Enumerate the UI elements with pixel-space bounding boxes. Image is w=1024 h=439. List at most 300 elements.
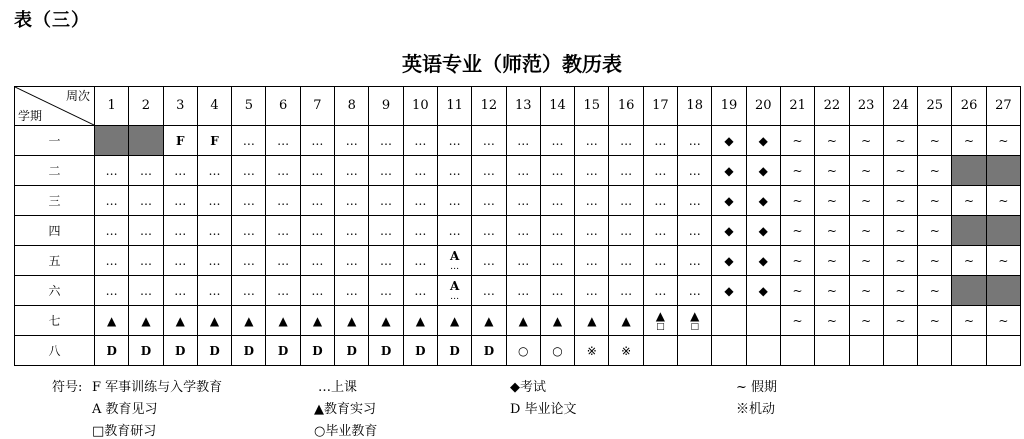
schedule-cell <box>540 336 574 366</box>
cell-symbol: ▲ <box>655 308 666 323</box>
cell-symbol: D <box>243 343 255 358</box>
shaded-cell <box>95 126 129 156</box>
cell-symbol: … <box>688 193 701 208</box>
cell-symbol: ~ <box>929 313 940 328</box>
week-header-12: 12 <box>472 87 506 126</box>
week-header-17: 17 <box>643 87 677 126</box>
term-label: 五 <box>15 246 95 276</box>
schedule-cell <box>746 306 780 336</box>
week-header-23: 23 <box>849 87 883 126</box>
cell-symbol: ◆ <box>724 163 734 178</box>
cell-symbol: … <box>208 253 221 268</box>
cell-symbol: ◆ <box>758 223 768 238</box>
schedule-cell <box>540 216 574 246</box>
cell-symbol: ◆ <box>758 133 768 148</box>
schedule-cell <box>335 216 369 246</box>
schedule-cell <box>883 156 917 186</box>
cell-symbol: ◆ <box>758 163 768 178</box>
cell-symbol: ~ <box>826 223 837 238</box>
schedule-cell <box>678 186 712 216</box>
schedule-cell <box>197 336 231 366</box>
cell-symbol: ~ <box>964 133 975 148</box>
schedule-cell <box>266 276 300 306</box>
schedule-cell <box>609 126 643 156</box>
schedule-cell <box>712 336 746 366</box>
schedule-cell <box>163 246 197 276</box>
week-header-16: 16 <box>609 87 643 126</box>
schedule-cell <box>883 126 917 156</box>
schedule-cell <box>575 126 609 156</box>
cell-symbol: ◆ <box>724 193 734 208</box>
schedule-cell <box>712 306 746 336</box>
cell-symbol: … <box>311 223 324 238</box>
schedule-cell <box>643 246 677 276</box>
week-header-26: 26 <box>952 87 986 126</box>
cell-symbol: … <box>345 223 358 238</box>
schedule-cell <box>780 246 814 276</box>
cell-symbol: … <box>654 163 667 178</box>
schedule-cell <box>95 336 129 366</box>
cell-symbol: ~ <box>826 163 837 178</box>
schedule-cell <box>506 276 540 306</box>
schedule-cell <box>232 276 266 306</box>
week-header-4: 4 <box>197 87 231 126</box>
cell-symbol: ~ <box>792 193 803 208</box>
legend-vacation: ~ 假期 <box>736 380 778 395</box>
schedule-cell <box>266 336 300 366</box>
term-label: 三 <box>15 186 95 216</box>
cell-symbol: … <box>311 163 324 178</box>
cell-symbol: ~ <box>826 313 837 328</box>
schedule-cell <box>815 276 849 306</box>
cell-symbol: … <box>517 223 530 238</box>
cell-symbol: ~ <box>895 193 906 208</box>
cell-symbol: … <box>620 133 633 148</box>
week-header-27: 27 <box>986 87 1020 126</box>
schedule-cell <box>918 276 952 306</box>
cell-symbol: … <box>517 253 530 268</box>
schedule-cell <box>712 186 746 216</box>
cell-symbol: ~ <box>826 283 837 298</box>
schedule-cell <box>678 306 712 336</box>
schedule-cell <box>918 246 952 276</box>
schedule-cell <box>815 216 849 246</box>
cell-symbol: ◆ <box>724 223 734 238</box>
schedule-cell <box>232 306 266 336</box>
cell-symbol: … <box>380 193 393 208</box>
schedule-cell <box>335 276 369 306</box>
week-header-22: 22 <box>815 87 849 126</box>
cell-symbol: … <box>311 133 324 148</box>
schedule-cell <box>266 306 300 336</box>
schedule-cell <box>780 336 814 366</box>
schedule-cell <box>232 216 266 246</box>
cell-symbol: ◆ <box>758 283 768 298</box>
cell-symbol: … <box>414 223 427 238</box>
schedule-cell <box>815 246 849 276</box>
cell-symbol: ◆ <box>724 253 734 268</box>
schedule-cell <box>575 336 609 366</box>
cell-symbol: ▲ <box>141 313 151 328</box>
schedule-cell <box>746 156 780 186</box>
schedule-cell <box>883 306 917 336</box>
schedule-cell <box>780 216 814 246</box>
term-label: 七 <box>15 306 95 336</box>
schedule-cell <box>437 246 471 276</box>
schedule-cell <box>678 276 712 306</box>
cell-symbol: ~ <box>998 193 1009 208</box>
schedule-cell <box>300 126 334 156</box>
schedule-cell <box>369 186 403 216</box>
cell-symbol: ~ <box>861 313 872 328</box>
schedule-cell <box>266 126 300 156</box>
cell-symbol: … <box>517 193 530 208</box>
cell-symbol: ▲ <box>415 313 425 328</box>
schedule-cell <box>609 156 643 186</box>
week-header-19: 19 <box>712 87 746 126</box>
week-header-13: 13 <box>506 87 540 126</box>
schedule-cell <box>266 156 300 186</box>
cell-symbol: … <box>482 163 495 178</box>
cell-symbol: D <box>175 343 186 358</box>
cell-symbol: … <box>482 133 495 148</box>
cell-symbol: ▲ <box>107 313 117 328</box>
cell-symbol: … <box>654 193 667 208</box>
cell-symbol: … <box>414 283 427 298</box>
cell-symbol: D <box>415 343 426 358</box>
shaded-cell <box>986 216 1020 246</box>
cell-symbol: … <box>620 223 633 238</box>
cell-symbol: ~ <box>792 133 803 148</box>
schedule-cell <box>437 156 471 186</box>
schedule-cell <box>575 156 609 186</box>
schedule-cell <box>918 186 952 216</box>
schedule-cell <box>506 306 540 336</box>
week-header-14: 14 <box>540 87 574 126</box>
schedule-cell <box>849 336 883 366</box>
schedule-cell <box>129 216 163 246</box>
cell-symbol: … <box>242 253 255 268</box>
legend-exam: ◆考试 <box>510 380 546 395</box>
schedule-cell <box>815 156 849 186</box>
schedule-cell <box>163 276 197 306</box>
cell-symbol: … <box>345 193 358 208</box>
schedule-cell <box>918 306 952 336</box>
cell-symbol: … <box>105 223 118 238</box>
term-row <box>15 246 1021 276</box>
shaded-cell <box>952 216 986 246</box>
cell-symbol: ◆ <box>724 133 734 148</box>
cell-symbol: ▲ <box>518 313 528 328</box>
cell-symbol: ◆ <box>758 253 768 268</box>
shaded-cell <box>952 156 986 186</box>
cell-symbol: ~ <box>895 253 906 268</box>
cell-symbol: ~ <box>792 283 803 298</box>
schedule-cell <box>437 306 471 336</box>
cell-symbol: … <box>620 283 633 298</box>
cell-symbol: … <box>311 283 324 298</box>
cell-symbol: … <box>688 283 701 298</box>
schedule-cell <box>746 246 780 276</box>
schedule-cell <box>403 246 437 276</box>
term-row <box>15 306 1021 336</box>
schedule-cell <box>918 216 952 246</box>
schedule-cell <box>643 276 677 306</box>
schedule-cell <box>369 246 403 276</box>
schedule-cell <box>746 216 780 246</box>
schedule-cell <box>678 156 712 186</box>
schedule-cell <box>129 186 163 216</box>
schedule-cell <box>815 336 849 366</box>
cell-symbol: … <box>242 133 255 148</box>
schedule-cell <box>883 246 917 276</box>
schedule-cell <box>780 126 814 156</box>
cell-symbol: … <box>620 193 633 208</box>
cell-symbol: ▲ <box>175 313 185 328</box>
schedule-cell <box>918 156 952 186</box>
cell-symbol: ~ <box>861 253 872 268</box>
cell-symbol: D <box>140 343 152 358</box>
term-label: 六 <box>15 276 95 306</box>
schedule-cell <box>300 156 334 186</box>
schedule-cell <box>95 216 129 246</box>
schedule-cell <box>437 216 471 246</box>
term-label: 二 <box>15 156 95 186</box>
cell-symbol: … <box>654 133 667 148</box>
cell-symbol: … <box>380 163 393 178</box>
schedule-cell <box>540 306 574 336</box>
schedule-cell <box>575 276 609 306</box>
schedule-cell <box>712 216 746 246</box>
cell-symbol: ~ <box>792 313 803 328</box>
schedule-cell <box>746 186 780 216</box>
term-label: 八 <box>15 336 95 366</box>
cell-symbol: … <box>174 253 187 268</box>
schedule-cell <box>609 336 643 366</box>
schedule-cell <box>369 306 403 336</box>
schedule-cell <box>369 216 403 246</box>
cell-symbol: … <box>585 193 598 208</box>
cell-symbol: ~ <box>929 283 940 298</box>
schedule-cell <box>369 276 403 306</box>
cell-symbol: A <box>449 278 460 293</box>
schedule-cell <box>300 306 334 336</box>
schedule-cell <box>575 186 609 216</box>
cell-sub-symbol: □ <box>690 321 699 332</box>
schedule-cell <box>883 276 917 306</box>
schedule-cell <box>197 246 231 276</box>
cell-symbol: ※ <box>621 343 632 358</box>
schedule-cell <box>266 216 300 246</box>
term-row <box>15 126 1021 156</box>
corner-week-label: 周次 <box>65 89 90 103</box>
cell-symbol: … <box>380 253 393 268</box>
schedule-cell <box>437 276 471 306</box>
cell-symbol: … <box>688 223 701 238</box>
legend-graduation: ○毕业教育 <box>314 424 378 439</box>
cell-symbol: … <box>208 163 221 178</box>
schedule-cell <box>335 126 369 156</box>
schedule-cell <box>849 306 883 336</box>
schedule-cell <box>197 276 231 306</box>
cell-symbol: ▲ <box>312 313 323 328</box>
cell-symbol: ~ <box>998 133 1009 148</box>
term-label: 一 <box>15 126 95 156</box>
week-header-3: 3 <box>163 87 197 126</box>
legend-thesis: D 毕业论文 <box>510 402 577 417</box>
cell-symbol: … <box>688 133 701 148</box>
schedule-cell <box>163 336 197 366</box>
schedule-cell <box>712 126 746 156</box>
schedule-cell <box>643 216 677 246</box>
schedule-cell <box>369 126 403 156</box>
cell-symbol: D <box>106 343 117 358</box>
schedule-cell <box>746 336 780 366</box>
schedule-cell <box>403 126 437 156</box>
schedule-cell <box>952 306 986 336</box>
schedule-cell <box>746 276 780 306</box>
cell-symbol: … <box>414 193 427 208</box>
cell-symbol: … <box>517 163 530 178</box>
teaching-calendar-table <box>14 86 1021 366</box>
schedule-cell <box>129 246 163 276</box>
schedule-cell <box>540 156 574 186</box>
cell-symbol: D <box>380 343 392 358</box>
cell-symbol: … <box>551 133 564 148</box>
cell-symbol: … <box>482 253 495 268</box>
schedule-cell <box>643 306 677 336</box>
cell-symbol: … <box>448 163 461 178</box>
schedule-cell <box>678 246 712 276</box>
cell-symbol: ~ <box>929 193 940 208</box>
week-header-1: 1 <box>95 87 129 126</box>
schedule-cell <box>952 246 986 276</box>
schedule-cell <box>643 126 677 156</box>
cell-symbol: … <box>414 133 427 148</box>
schedule-cell <box>335 336 369 366</box>
cell-symbol: … <box>105 163 118 178</box>
cell-symbol: ▲ <box>209 313 220 328</box>
schedule-cell <box>849 216 883 246</box>
schedule-cell <box>129 336 163 366</box>
schedule-cell <box>986 246 1020 276</box>
schedule-cell <box>472 216 506 246</box>
cell-symbol: … <box>345 163 358 178</box>
cell-symbol: D <box>449 343 460 358</box>
schedule-cell <box>540 126 574 156</box>
cell-symbol: … <box>174 193 187 208</box>
cell-symbol: … <box>277 193 290 208</box>
schedule-cell <box>849 186 883 216</box>
schedule-cell <box>437 186 471 216</box>
cell-symbol: ~ <box>861 223 872 238</box>
schedule-cell <box>986 126 1020 156</box>
schedule-cell <box>986 336 1020 366</box>
week-header-21: 21 <box>780 87 814 126</box>
schedule-cell <box>232 126 266 156</box>
week-header-8: 8 <box>335 87 369 126</box>
schedule-cell <box>575 306 609 336</box>
cell-symbol: … <box>585 283 598 298</box>
schedule-cell <box>300 216 334 246</box>
schedule-cell <box>952 126 986 156</box>
cell-symbol: ~ <box>861 193 872 208</box>
cell-symbol: ~ <box>826 253 837 268</box>
schedule-cell <box>472 126 506 156</box>
cell-symbol: ~ <box>792 163 803 178</box>
week-header-10: 10 <box>403 87 437 126</box>
schedule-cell <box>472 246 506 276</box>
schedule-cell <box>918 126 952 156</box>
cell-symbol: … <box>585 223 598 238</box>
week-header-24: 24 <box>883 87 917 126</box>
week-header-20: 20 <box>746 87 780 126</box>
schedule-cell <box>506 336 540 366</box>
schedule-cell <box>335 186 369 216</box>
cell-symbol: … <box>345 253 358 268</box>
schedule-cell <box>780 276 814 306</box>
cell-symbol: … <box>105 253 118 268</box>
schedule-cell <box>129 276 163 306</box>
schedule-cell <box>540 246 574 276</box>
schedule-cell <box>849 156 883 186</box>
schedule-cell <box>300 276 334 306</box>
schedule-cell <box>609 306 643 336</box>
legend-flexible: ※机动 <box>736 402 776 417</box>
schedule-cell <box>506 126 540 156</box>
schedule-cell <box>95 276 129 306</box>
cell-symbol: ~ <box>861 163 872 178</box>
cell-symbol: … <box>105 283 118 298</box>
schedule-cell <box>815 126 849 156</box>
week-header-11: 11 <box>437 87 471 126</box>
cell-symbol: ~ <box>964 253 975 268</box>
cell-symbol: … <box>414 253 427 268</box>
schedule-cell <box>575 246 609 276</box>
schedule-cell <box>403 276 437 306</box>
cell-symbol: … <box>208 283 221 298</box>
cell-symbol: … <box>585 253 598 268</box>
schedule-cell <box>95 246 129 276</box>
cell-symbol: D <box>277 343 289 358</box>
week-header-25: 25 <box>918 87 952 126</box>
cell-symbol: ~ <box>895 223 906 238</box>
cell-symbol: … <box>139 253 152 268</box>
cell-symbol: D <box>209 343 220 358</box>
cell-symbol: … <box>174 283 187 298</box>
cell-symbol: … <box>277 253 290 268</box>
schedule-cell <box>335 156 369 186</box>
cell-symbol: … <box>482 193 495 208</box>
page-title: 英语专业（师范）教历表 <box>402 52 622 76</box>
cell-symbol: F <box>210 133 219 148</box>
cell-symbol: … <box>482 223 495 238</box>
cell-symbol: ~ <box>998 313 1009 328</box>
schedule-cell <box>403 306 437 336</box>
schedule-cell <box>403 216 437 246</box>
shaded-cell <box>952 276 986 306</box>
schedule-cell <box>163 126 197 156</box>
cell-symbol: … <box>551 283 564 298</box>
cell-symbol: ▲ <box>381 313 391 328</box>
term-label: 四 <box>15 216 95 246</box>
week-header-7: 7 <box>300 87 334 126</box>
schedule-cell <box>335 306 369 336</box>
schedule-cell <box>369 156 403 186</box>
cell-symbol: ▲ <box>690 308 700 323</box>
schedule-cell <box>883 336 917 366</box>
cell-symbol: ~ <box>895 283 906 298</box>
